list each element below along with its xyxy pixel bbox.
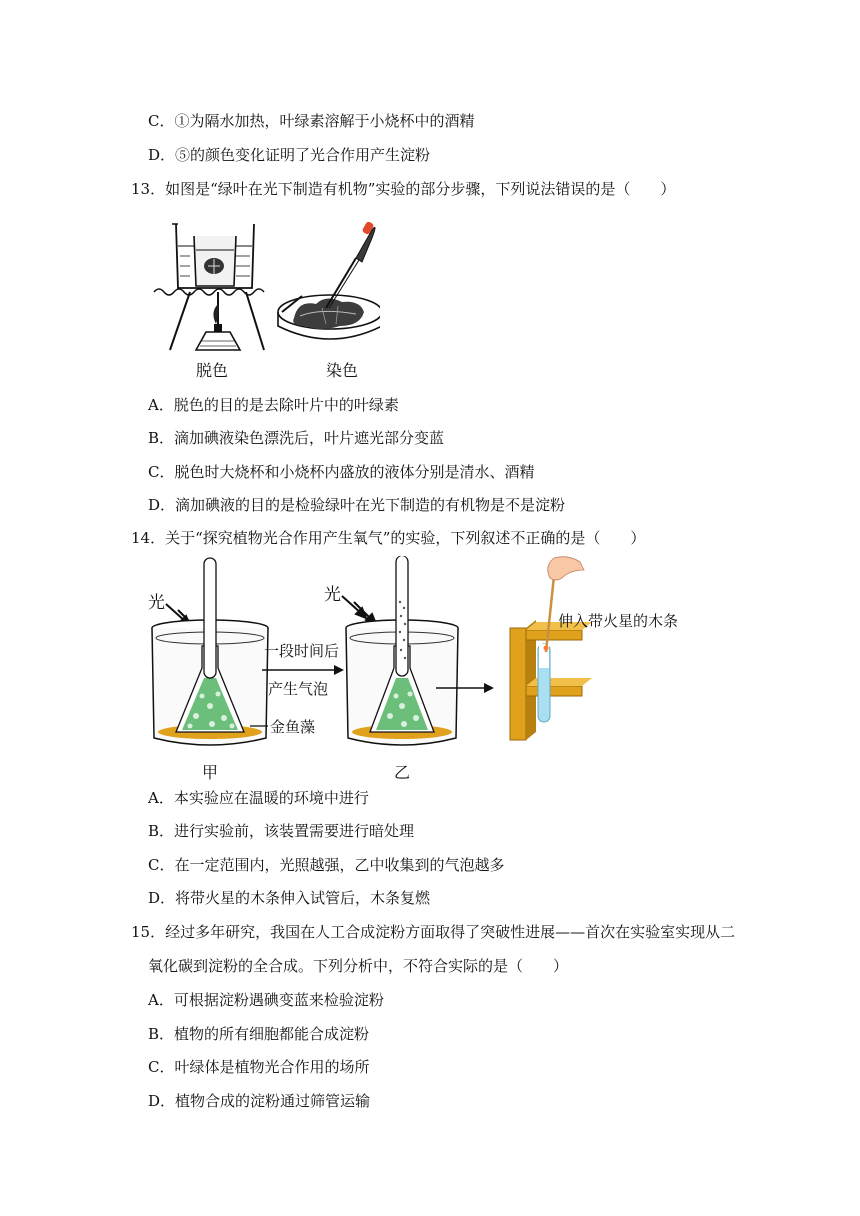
q14-option-d: D．将带火星的木条伸入试管后，木条复燃 (148, 889, 431, 907)
q15-stem-line-1: 15．经过多年研究，我国在人工合成淀粉方面取得了突破性进展——首次在实验室实现从二 (131, 923, 736, 941)
q14-option-a: A．本实验应在温暖的环境中进行 (148, 789, 369, 807)
q12-option-c: C．①为隔水加热，叶绿素溶解于小烧杯中的酒精 (148, 112, 475, 130)
q15-stem-line-2: 氧化碳到淀粉的全合成。下列分析中，不符合实际的是（ ） (148, 957, 569, 975)
q14-option-c: C．在一定范围内，光照越强，乙中收集到的气泡越多 (148, 856, 505, 874)
q13-figure-drawing (150, 208, 380, 384)
q13-figure (150, 208, 380, 384)
light-label-yi: 光 (324, 585, 341, 605)
arrow-text-bubbles: 产生气泡 (268, 680, 329, 698)
q14-stem: 14．关于“探究植物光合作用产生氧气”的实验，下列叙述不正确的是（ ） (131, 529, 646, 547)
q13-option-c: C．脱色时大烧杯和小烧杯内盛放的液体分别是清水、酒精 (148, 463, 535, 481)
q15-option-c: C．叶绿体是植物光合作用的场所 (148, 1058, 370, 1076)
q14-figure (140, 556, 700, 784)
arrow-text-time: 一段时间后 (264, 642, 340, 660)
test-tube-jia (204, 558, 216, 678)
beaker-jia (152, 558, 268, 745)
beaker-yi (346, 556, 458, 745)
q13-option-d: D．滴加碘液的目的是检验绿叶在光下制造的有机物是不是淀粉 (148, 496, 566, 514)
q13-option-a: A．脱色的目的是去除叶片中的叶绿素 (148, 396, 399, 414)
label-jia: 甲 (201, 763, 219, 782)
light-label-jia: 光 (148, 593, 165, 613)
stick-label: 伸入带火星的木条 (558, 612, 679, 630)
light-arrows-yi (342, 596, 376, 624)
label-yi: 乙 (393, 763, 411, 782)
test-tube-stand (510, 620, 592, 740)
dropper-icon (326, 221, 375, 308)
q13-option-b: B．滴加碘液染色漂洗后，叶片遮光部分变蓝 (148, 429, 445, 447)
plant-label: 金鱼藻 (270, 718, 316, 736)
small-beaker (194, 236, 236, 286)
q15-option-a: A．可根据淀粉遇碘变蓝来检验淀粉 (148, 991, 384, 1009)
label-decolorize: 脱色 (195, 361, 229, 380)
q14-figure-drawing (140, 556, 700, 784)
q15-option-b: B．植物的所有细胞都能合成淀粉 (148, 1025, 370, 1043)
q15-option-d: D．植物合成的淀粉通过筛管运输 (148, 1092, 371, 1110)
q13-stem: 13．如图是“绿叶在光下制造有机物”实验的部分步骤，下列说法错误的是（ ） (131, 180, 676, 198)
wire-gauze (154, 289, 264, 295)
label-stain: 染色 (325, 361, 359, 380)
alcohol-lamp (196, 304, 240, 350)
q12-option-d: D．⑤的颜色变化证明了光合作用产生淀粉 (148, 146, 431, 164)
q14-option-b: B．进行实验前，该装置需要进行暗处理 (148, 822, 415, 840)
